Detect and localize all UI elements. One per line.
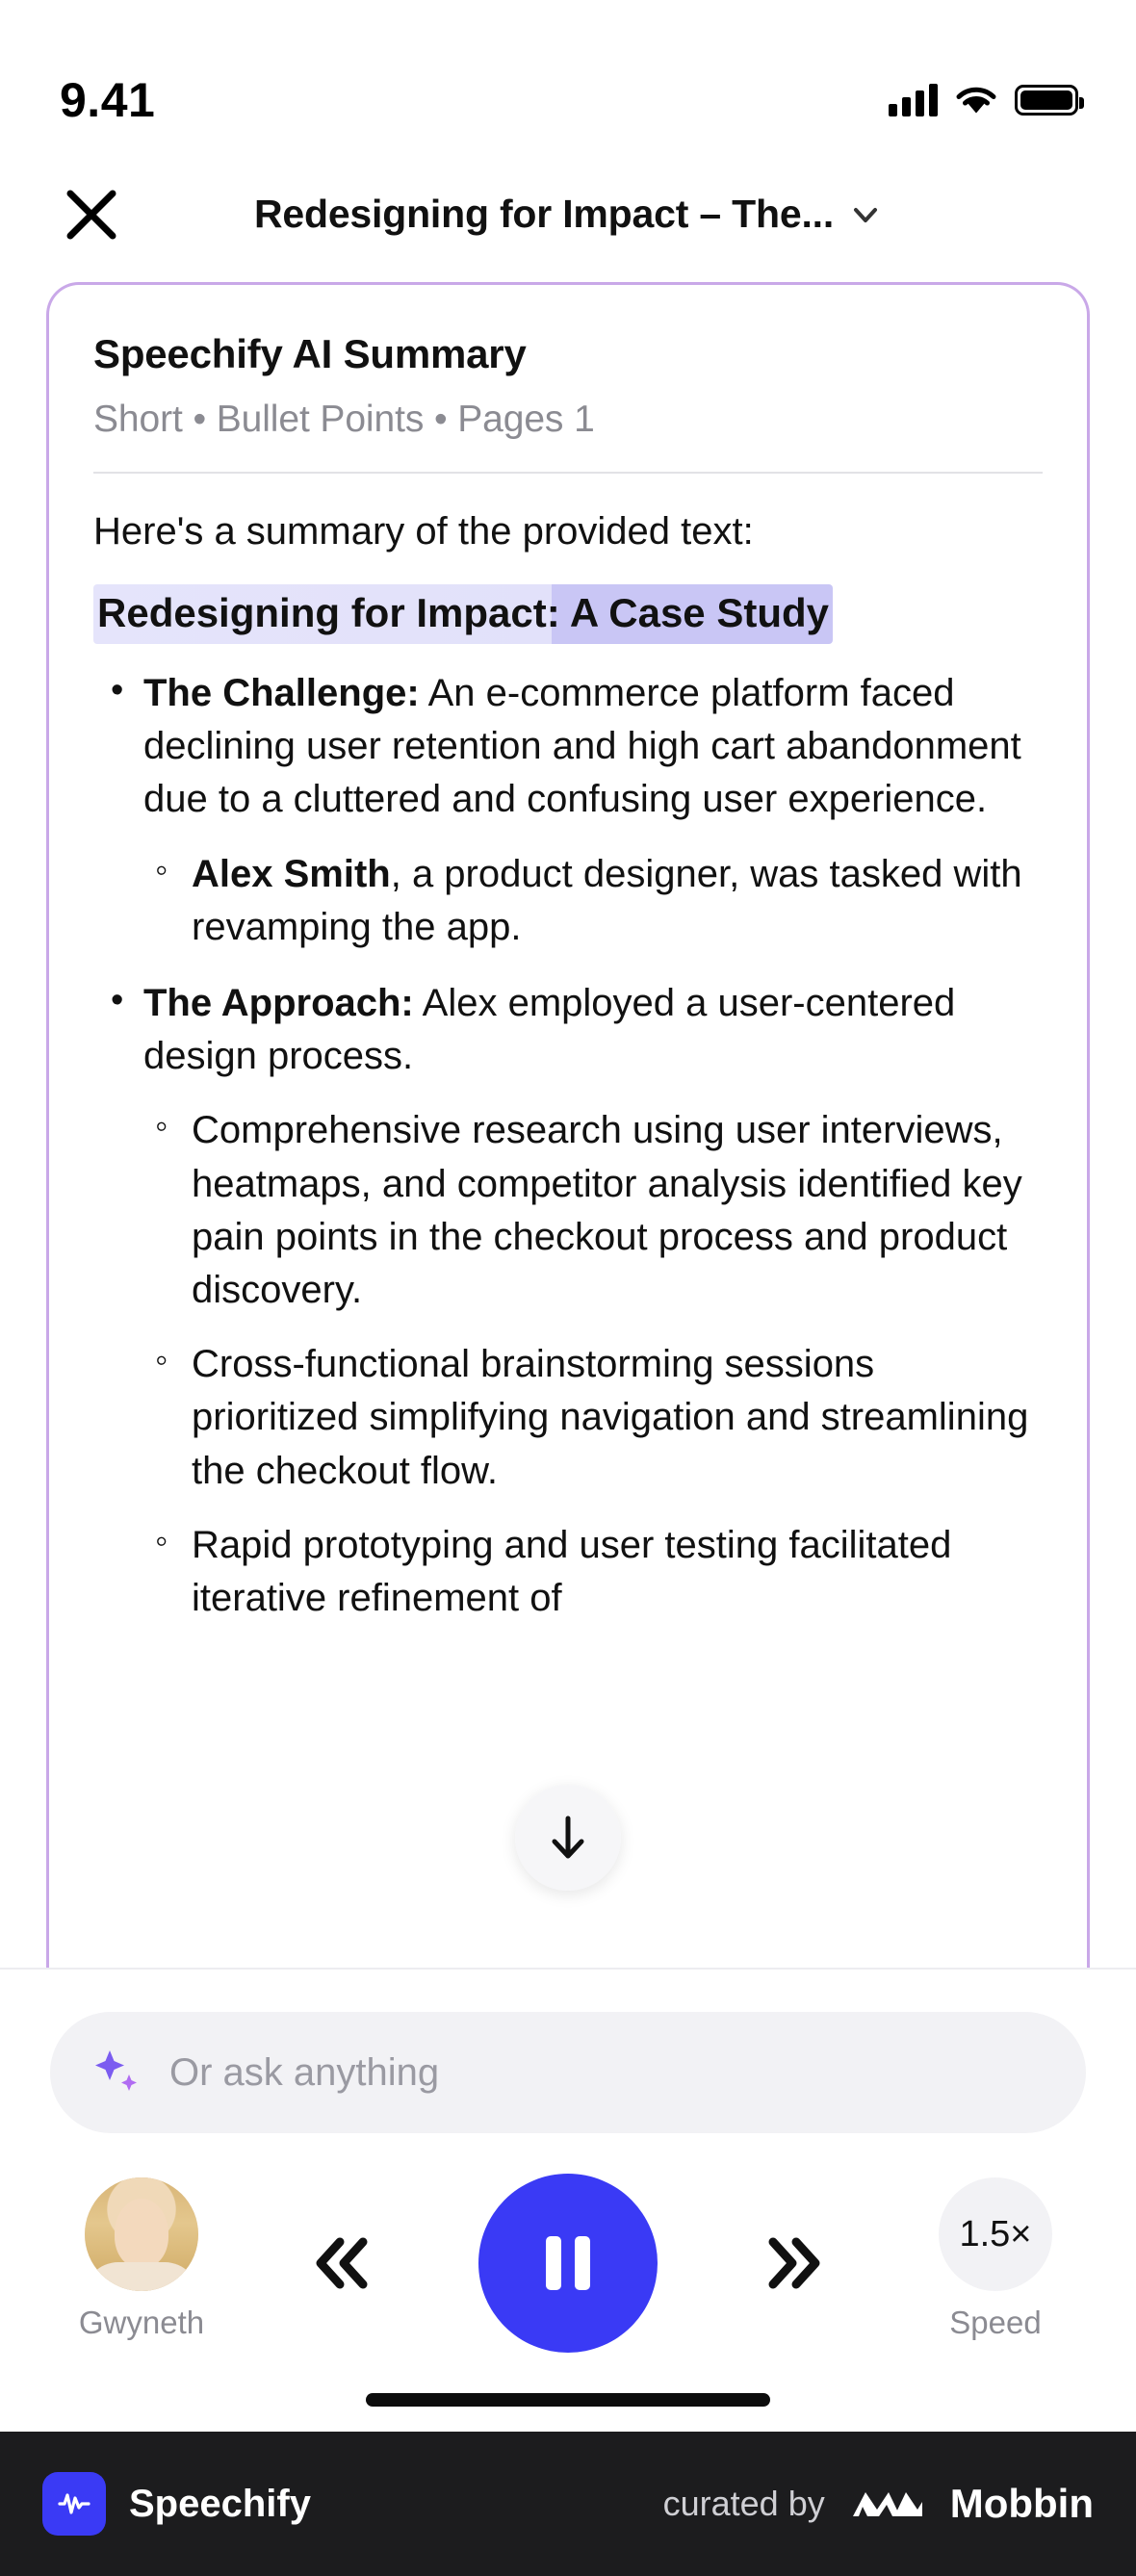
pause-button[interactable] [478, 2174, 658, 2353]
list-item [143, 848, 1043, 954]
status-bar [0, 0, 1136, 154]
forward-icon [756, 2225, 833, 2302]
mobbin-logo-icon [850, 2485, 925, 2523]
player-panel [0, 1968, 1136, 2432]
speed-value: 1.5× [939, 2177, 1052, 2291]
cellular-signal-icon [889, 84, 938, 116]
summary-heading: Redesigning for Impact: A Case Study [93, 584, 833, 644]
summary-bullet-list [93, 667, 1043, 1625]
document-title-dropdown[interactable] [254, 192, 882, 237]
sparkle-icon [89, 2045, 144, 2100]
bullet-label: The Approach: [143, 982, 414, 1025]
chevron-down-icon [849, 198, 882, 231]
navigation-bar [0, 154, 1136, 274]
mobbin-name: Mobbin [949, 2481, 1094, 2526]
divider [93, 472, 1043, 474]
forward-button[interactable] [741, 2210, 847, 2316]
bullet-text: Alex employed a user-centered design process. [143, 982, 956, 1078]
ask-placeholder-text: Or ask anything [169, 2050, 440, 2094]
pause-icon [546, 2236, 561, 2290]
summary-sub-list [143, 1104, 1043, 1625]
avatar [85, 2177, 198, 2291]
curated-by [663, 2481, 1094, 2527]
speed-label: Speed [949, 2305, 1042, 2340]
list-item [143, 1104, 1043, 1317]
rewind-icon [303, 2225, 380, 2302]
sub-bullet-text: , a product designer, was tasked with revamping the app. [192, 852, 1022, 948]
voice-selector[interactable] [69, 2177, 214, 2341]
close-icon[interactable] [48, 171, 135, 258]
summary-intro: Here's a summary of the provided text: [93, 510, 754, 553]
battery-icon [1015, 85, 1078, 116]
bullet-text: An e-commerce platform faced declining user retention and high cart abandonment due to a cluttered and confusing user experience. [143, 672, 1021, 821]
brand-bar [0, 2432, 1136, 2576]
status-indicators [889, 84, 1078, 116]
ai-summary-card[interactable] [46, 282, 1090, 1968]
list-item [93, 977, 1043, 1625]
sub-bullet-label: Alex Smith [192, 852, 391, 895]
speechify-logo-icon [42, 2472, 106, 2536]
sub-bullet-text: Rapid prototyping and user testing facilitated iterative refinement of [192, 1523, 952, 1619]
wifi-icon [955, 84, 997, 116]
sub-bullet-text: Comprehensive research using user interviews, heatmaps, and competitor analysis identified key pain points in the checkout process and product discovery. [192, 1109, 1022, 1311]
list-item [143, 1519, 1043, 1625]
pause-icon [575, 2236, 590, 2290]
rewind-button[interactable] [289, 2210, 395, 2316]
list-item [143, 1338, 1043, 1498]
list-item [93, 667, 1043, 954]
playback-controls [0, 2174, 1136, 2414]
app-brand [42, 2472, 311, 2536]
summary-sub-list [143, 848, 1043, 954]
arrow-down-icon [541, 1811, 595, 1865]
status-time: 9.41 [60, 73, 156, 127]
scroll-down-button[interactable] [515, 1785, 621, 1891]
sub-bullet-text: Cross-functional brainstorming sessions prioritized simplifying navigation and streamlining the checkout flow. [192, 1343, 1029, 1492]
home-indicator [366, 2393, 770, 2407]
summary-card-title: Speechify AI Summary [93, 331, 527, 376]
app-name: Speechify [129, 2482, 311, 2525]
summary-card-meta: Short • Bullet Points • Pages 1 [93, 399, 595, 440]
bullet-label: The Challenge: [143, 672, 420, 715]
ask-input[interactable] [50, 2012, 1086, 2133]
curated-label: curated by [662, 2484, 825, 2523]
speed-control[interactable] [918, 2177, 1072, 2341]
voice-name-label: Gwyneth [78, 2305, 205, 2340]
page-title: Redesigning for Impact – The... [253, 192, 835, 236]
